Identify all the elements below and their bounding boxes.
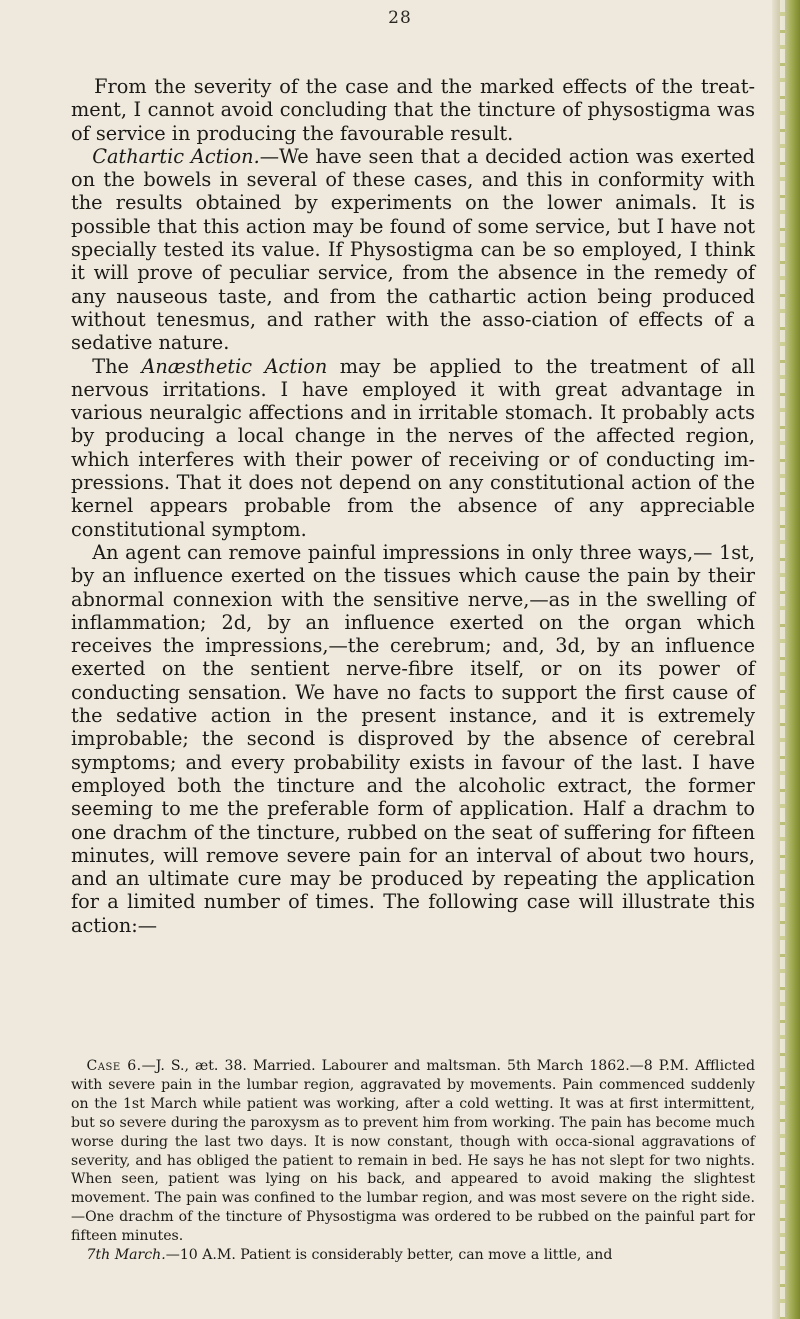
book-spine-edge	[772, 0, 800, 1319]
case-label: Case 6.	[86, 1058, 142, 1074]
case-text: —J. S., æt. 38. Married. Labourer and maltsman. 5th March 1862.—8 P.M. Afflicted with severe pain in the lumbar region, aggravated by movements. Pain commenced suddenly on the 1st March while patient was working, after a cold wetting. It was at first intermittent, but so severe during the paroxysm as to prevent him from working. The pain has become much worse during the last two days. It is now constant, though with occa-sional aggravations of severity, and has obliged the patient to remain in bed. He says he has not slept for two nights. When seen, patient was lying on his back, and appeared to avoid making the slightest movement. The pain was confined to the lumbar region, and was most severe on the right side. —One drachm of the tincture of Physostigma was ordered to be rubbed on the painful part for fifteen minutes.	[71, 1058, 756, 1245]
paragraph-text: —We have seen that a decided action was exerted on the bowels in several of these cases, and this in conformity with the results obtained by experiments on the lower animals. It is possible that this action may be found of some service, but I have not specially tested its value. If Physostigma can be so employed, I think it will prove of peculiar service, from the absence in the remedy of any nauseous taste, and from the cathartic action being produced without tenesmus, and rather with the asso-ciation of effects of a sedative nature.	[71, 144, 755, 355]
paragraph	[71, 355, 755, 541]
main-text	[71, 75, 755, 937]
paragraph-text: may be applied to the treatment of all nervous irritations. I have employed it with great advantage in various neuralgic affections and in irritable stomach. It probably acts by producing a local change in the nerves of the affected region, which interferes with their power of receiving or of conducting im-pressions. That it does not depend on any constitutional action of the kernel appears probable from the absence of any appreciable constitutional symptom.	[71, 354, 755, 541]
paragraph-lead: The	[92, 354, 129, 378]
case-paragraph	[71, 1057, 755, 1246]
paragraph-text: An agent can remove painful impressions in only three ways,— 1st, by an influence exerted on the tissues which cause the pain by their abnormal connexion with the sensitive nerve,—as in the swelling of inflammation; 2d, by an influence exerted on the organ which receives the impressions,—the cerebrum; and, 3d, by an influence exerted on the sentient nerve-fibre itself, or on its power of conducting sensation. We have no facts to support the first cause of the sedative action in the present instance, and it is extremely improbable; the second is disproved by the absence of cerebral symptoms; and every probability exists in favour of the last. I have employed both the tincture and the alcoholic extract, the former seeming to me the preferable form of application. Half a drachm to one drachm of the tincture, rubbed on the seat of suffering for fifteen minutes, will remove severe pain for an interval of about two hours, and an ultimate cure may be produced by repeating the application for a limited number of times. The following case will illustrate this action:—	[71, 540, 755, 937]
section-heading: Anæsthetic Action	[141, 354, 328, 378]
followup-text: —10 A.M. Patient is considerably better, can move a little, and	[165, 1247, 613, 1264]
paragraph	[71, 145, 755, 355]
case-report	[71, 1057, 755, 1265]
case-followup	[71, 1246, 755, 1265]
followup-date: 7th March.	[86, 1247, 166, 1264]
paragraph	[71, 75, 755, 145]
paragraph	[71, 541, 755, 937]
section-heading: Cathartic Action.	[92, 144, 260, 168]
paragraph-text: From the severity of the case and the marked effects of the treat-ment, I cannot avoid concluding that the tincture of physostigma was of service in producing the favourable result.	[71, 75, 755, 145]
page-number: 28	[388, 8, 412, 28]
